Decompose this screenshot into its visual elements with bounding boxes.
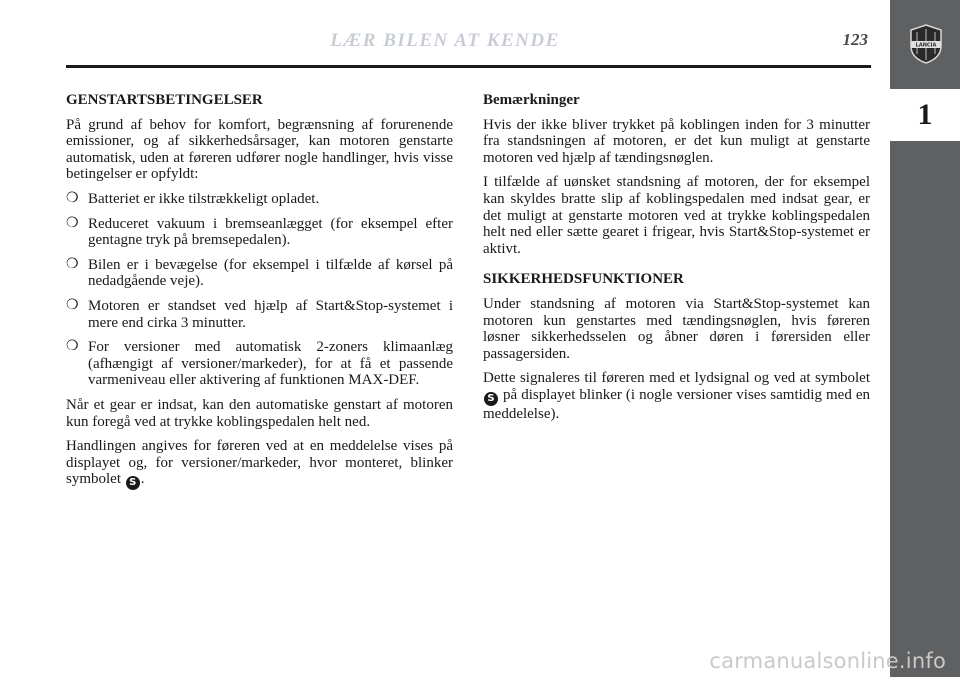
bullet-circle-icon: ❍ bbox=[66, 215, 79, 231]
section-title-safety-functions: SIKKERHEDSFUNKTIONER bbox=[483, 271, 684, 288]
header-rule bbox=[66, 65, 871, 68]
start-stop-s-icon: S bbox=[484, 392, 498, 406]
bullet-circle-icon: ❍ bbox=[66, 190, 79, 206]
svg-text:LANCIA: LANCIA bbox=[915, 42, 937, 49]
bullet-circle-icon: ❍ bbox=[66, 256, 79, 272]
start-stop-s-icon: S bbox=[126, 476, 140, 490]
list-item: ❍ For versioner med automatisk 2-zoners klimaanlæg (afhængigt af versioner/markeder), for at få et passende varmeniveau eller aktivering af funktionen MAX-DEF. bbox=[66, 339, 453, 389]
section-title-restart-conditions: GENSTARTSBETINGELSER bbox=[66, 92, 263, 108]
notes-title: Bemærkninger bbox=[483, 92, 580, 108]
safety-paragraph-1: Under standsning af motoren via Start&Stop-systemet kan motoren kun genstartes med tændingsnøglen, hvis føreren løsner sikkerhedsselen og åbner døren i førersiden eller passagersiden. bbox=[483, 295, 870, 362]
display-paragraph: Handlingen angives for føreren ved at en meddelelse vises på displayet og, for versioner/markeder, hvor monteret, blinker symbolet S . bbox=[66, 438, 453, 489]
bullet-circle-icon: ❍ bbox=[66, 297, 79, 313]
list-item: ❍ Bilen er i bevægelse (for eksempel i tilfælde af kørsel på nedadgående veje). bbox=[66, 256, 453, 290]
list-item: ❍ Reduceret vakuum i bremseanlægget (for eksempel efter gentagne tryk på bremsepedalen). bbox=[66, 215, 453, 249]
left-column bbox=[66, 92, 453, 498]
page-number: 123 bbox=[842, 30, 868, 49]
lancia-logo-icon bbox=[908, 24, 944, 64]
running-header-title: LÆR BILEN AT KENDE bbox=[330, 30, 560, 51]
watermark-text: carmanualsonline.info bbox=[709, 649, 946, 673]
right-column bbox=[483, 92, 870, 431]
gear-paragraph: Når et gear er indsat, kan den automatiske genstart af motoren kun foregå ved at trykke koblingspedalen helt ned. bbox=[66, 396, 453, 430]
bullet-circle-icon: ❍ bbox=[66, 339, 79, 355]
note-paragraph-2: I tilfælde af uønsket standsning af motoren, der for eksempel kan skyldes bratte slip af koblingspedalen med indsat gear, er det muligt at genstarte motoren ved at trykke koblingspedalen helt ned eller sætte gearet i frigear, hvis Start&Stop-systemet er aktivt. bbox=[483, 174, 870, 257]
chapter-number: 1 bbox=[890, 89, 960, 141]
list-item: ❍ Motoren er standset ved hjælp af Start&Stop-systemet i mere end cirka 3 minutter. bbox=[66, 297, 453, 331]
intro-paragraph: På grund af behov for komfort, begrænsning af forurenende emissioner, og af sikkerhedsårsager, kan motoren genstarte automatisk, uden at føreren udfører nogle handlinger, hvis visse betingelser er opfyldt: bbox=[66, 116, 453, 183]
note-paragraph-1: Hvis der ikke bliver trykket på koblingen inden for 3 minutter fra standsningen af motoren, er det kun muligt at genstarte motoren ved hjælp af tændingsnøglen. bbox=[483, 116, 870, 166]
list-item: ❍ Batteriet er ikke tilstrækkeligt opladet. bbox=[66, 190, 320, 207]
conditions-list bbox=[66, 191, 453, 389]
safety-paragraph-2: Dette signaleres til føreren med et lydsignal og ved at symbolet S på displayet blinker (i nogle versioner vises samtidig med en meddelelse). bbox=[483, 370, 871, 422]
